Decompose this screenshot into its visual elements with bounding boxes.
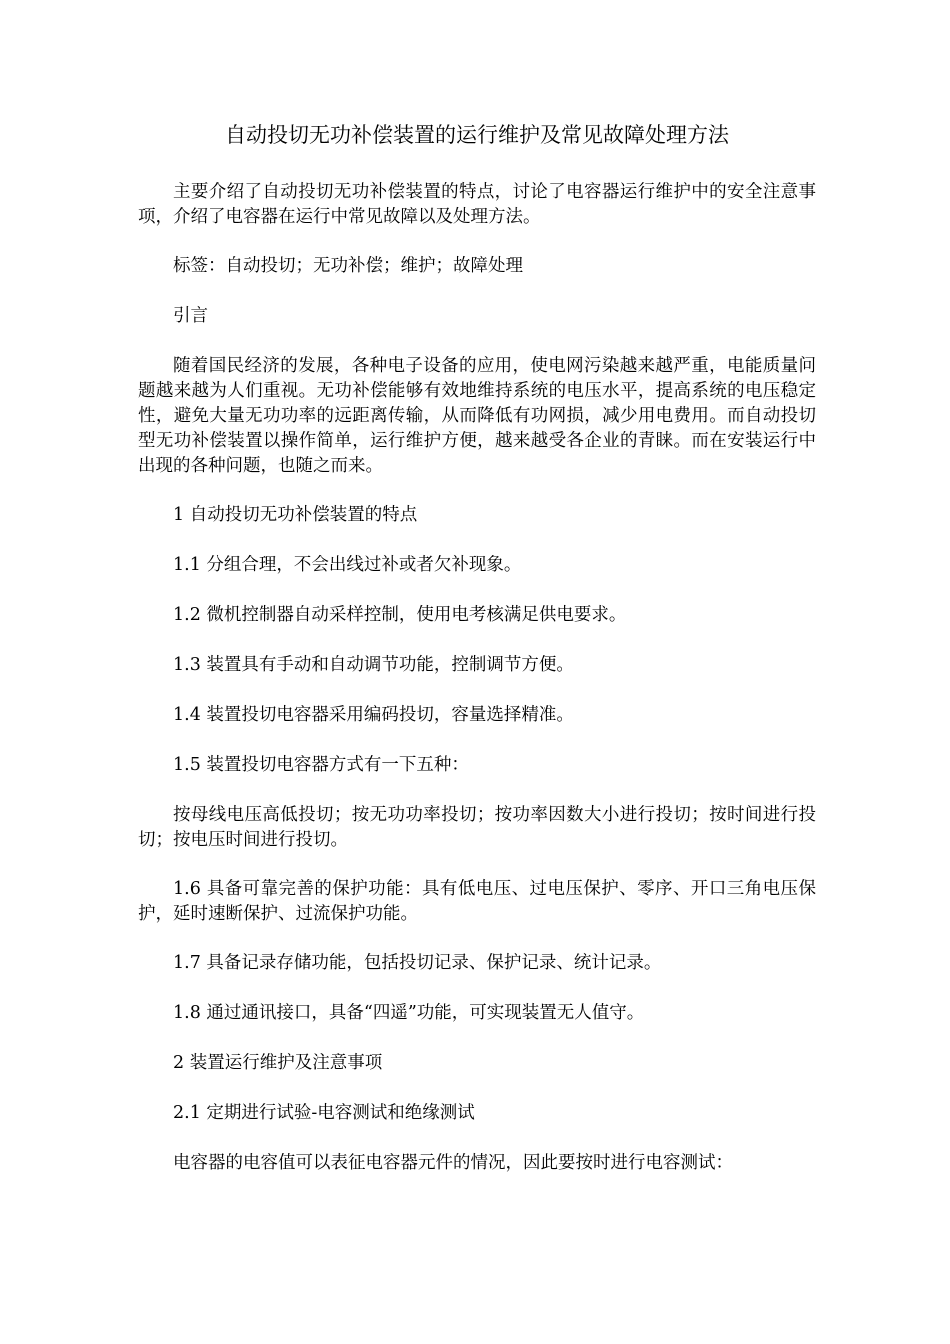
section-heading-2: 2 装置运行维护及注意事项: [173, 1053, 383, 1073]
section-heading-1: 1 自动投切无功补偿装置的特点: [173, 505, 418, 525]
list-item-1-7: 1.7 具备记录存储功能，包括投切记录、保护记录、统计记录。: [173, 953, 662, 973]
list-item-1-1: 1.1 分组合理，不会出线过补或者欠补现象。: [173, 555, 522, 575]
section-heading-introduction: 引言: [173, 306, 208, 326]
document-page: [138, 118, 816, 1201]
list-item-1-2: 1.2 微机控制器自动采样控制，使用电考核满足供电要求。: [173, 605, 627, 625]
list-item-1-5: 1.5 装置投切电容器方式有一下五种：: [173, 755, 469, 775]
list-item-1-6: 1.6 具备可靠完善的保护功能：具有低电压、过电压保护、零序、开口三角电压保护，延时速断保护、过流保护功能。: [138, 879, 816, 924]
subsection-heading-2-1: 2.1 定期进行试验-电容测试和绝缘测试: [173, 1103, 475, 1123]
list-item-1-4: 1.4 装置投切电容器采用编码投切，容量选择精准。: [173, 705, 574, 725]
list-item-1-3: 1.3 装置具有手动和自动调节功能，控制调节方便。: [173, 655, 574, 675]
introduction-paragraph: 随着国民经济的发展，各种电子设备的应用，使电网污染越来越严重，电能质量问题越来越为人们重视。无功补偿能够有效地维持系统的电压水平，提高系统的电压稳定性，避免大量无功功率的远距离传输，从而降低有功网损，减少用电费用。而自动投切型无功补偿装置以操作简单，运行维护方便，越来越受各企业的青睐。而在安装运行中出现的各种问题，也随之而来。: [138, 356, 816, 476]
document-title: 自动投切无功补偿装置的运行维护及常见故障处理方法: [225, 123, 729, 147]
switching-modes-paragraph: 按母线电压高低投切；按无功功率投切；按功率因数大小进行投切；按时间进行投切；按电压时间进行投切。: [138, 805, 816, 850]
keywords-paragraph: 标签：自动投切；无功补偿；维护；故障处理: [173, 256, 523, 276]
abstract-paragraph: 主要介绍了自动投切无功补偿装置的特点，讨论了电容器运行维护中的安全注意事项，介绍了电容器在运行中常见故障以及处理方法。: [138, 182, 816, 227]
list-item-1-8: 1.8 通过通讯接口，具备“四遥”功能，可实现装置无人值守。: [173, 1003, 645, 1023]
capacitance-paragraph: 电容器的电容值可以表征电容器元件的情况，因此要按时进行电容测试：: [173, 1153, 733, 1173]
